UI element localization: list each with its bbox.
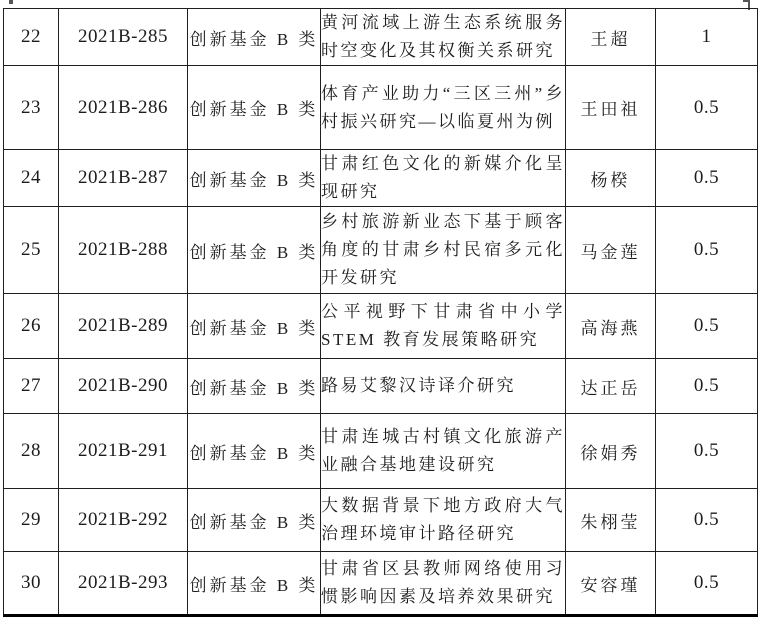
table-row (4, 207, 758, 294)
cell-project-code: 2021B-287 (59, 150, 188, 207)
cell-project-title: 路易艾黎汉诗译介研究 (321, 359, 566, 414)
cell-score: 0.5 (656, 359, 758, 414)
cell-category: 创新基金 B 类 (188, 207, 321, 294)
table-row (4, 489, 758, 552)
table-row (4, 9, 758, 66)
cell-project-title: 甘肃连城古村镇文化旅游产业融合基地建设研究 (321, 414, 566, 489)
table-row (4, 150, 758, 207)
cell-score: 0.5 (656, 489, 758, 552)
cell-score: 1 (656, 9, 758, 66)
cell-leader-name: 达正岳 (566, 359, 656, 414)
cell-score: 0.5 (656, 414, 758, 489)
cell-project-code: 2021B-290 (59, 359, 188, 414)
cell-category: 创新基金 B 类 (188, 489, 321, 552)
table-row (4, 66, 758, 150)
cell-score: 0.5 (656, 66, 758, 150)
scan-artifact-left (9, 0, 13, 4)
cell-category: 创新基金 B 类 (188, 66, 321, 150)
cell-project-code: 2021B-288 (59, 207, 188, 294)
cell-row-number: 23 (4, 66, 59, 150)
cell-project-code: 2021B-293 (59, 552, 188, 616)
cell-category: 创新基金 B 类 (188, 414, 321, 489)
table-row (4, 294, 758, 359)
project-table (3, 8, 758, 617)
table-row (4, 359, 758, 414)
cell-project-title: 公平视野下甘肃省中小学STEM 教育发展策略研究 (321, 294, 566, 359)
cell-row-number: 29 (4, 489, 59, 552)
cell-leader-name: 杨楑 (566, 150, 656, 207)
cell-score: 0.5 (656, 207, 758, 294)
cell-project-code: 2021B-289 (59, 294, 188, 359)
cell-project-title: 黄河流域上游生态系统服务时空变化及其权衡关系研究 (321, 9, 566, 66)
cell-project-title: 甘肃红色文化的新媒介化呈现研究 (321, 150, 566, 207)
cell-project-title: 体育产业助力“三区三州”乡村振兴研究—以临夏州为例 (321, 66, 566, 150)
cell-category: 创新基金 B 类 (188, 150, 321, 207)
cell-leader-name: 徐娟秀 (566, 414, 656, 489)
cell-score: 0.5 (656, 150, 758, 207)
cell-row-number: 25 (4, 207, 59, 294)
cell-project-title: 大数据背景下地方政府大气治理环境审计路径研究 (321, 489, 566, 552)
cell-row-number: 28 (4, 414, 59, 489)
cell-leader-name: 王田祖 (566, 66, 656, 150)
cell-project-code: 2021B-286 (59, 66, 188, 150)
cell-row-number: 30 (4, 552, 59, 616)
cell-leader-name: 王超 (566, 9, 656, 66)
table-row (4, 552, 758, 616)
cell-category: 创新基金 B 类 (188, 552, 321, 616)
cell-row-number: 27 (4, 359, 59, 414)
cell-score: 0.5 (656, 552, 758, 616)
cell-project-title: 乡村旅游新业态下基于顾客角度的甘肃乡村民宿多元化开发研究 (321, 207, 566, 294)
cell-row-number: 22 (4, 9, 59, 66)
cell-category: 创新基金 B 类 (188, 9, 321, 66)
cell-leader-name: 朱栩莹 (566, 489, 656, 552)
cell-project-code: 2021B-292 (59, 489, 188, 552)
cell-project-title: 甘肃省区县教师网络使用习惯影响因素及培养效果研究 (321, 552, 566, 616)
cell-score: 0.5 (656, 294, 758, 359)
cell-row-number: 24 (4, 150, 59, 207)
table-row (4, 414, 758, 489)
cell-category: 创新基金 B 类 (188, 294, 321, 359)
cell-category: 创新基金 B 类 (188, 359, 321, 414)
cell-leader-name: 马金莲 (566, 207, 656, 294)
cell-leader-name: 安容瑾 (566, 552, 656, 616)
cell-project-code: 2021B-285 (59, 9, 188, 66)
cell-leader-name: 高海燕 (566, 294, 656, 359)
cell-row-number: 26 (4, 294, 59, 359)
cell-project-code: 2021B-291 (59, 414, 188, 489)
